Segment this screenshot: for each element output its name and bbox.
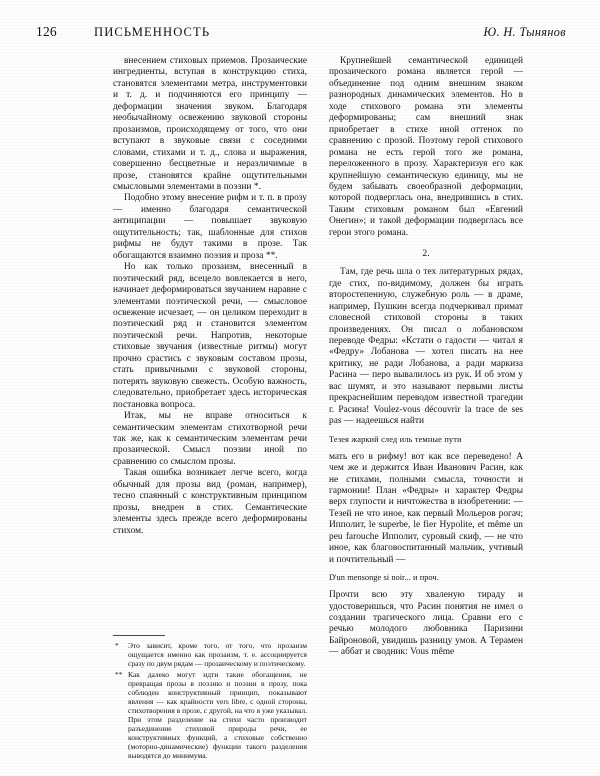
paragraph: Крупнейшей семантической единицей прозаического романа является герой — объединение под одним внешним знаком разнородных динамических элементов. Но в ходе стихового романа эти элементы деформированы; сам внешний знак приобретает в стихе иной оттенок по сравнению с прозой. Поэтому герой стихового романа не есть герой того же романа, переложенного в прозу. Характеризуя его как крупнейшую семантическую единицу, мы не будем забывать своеобразной деформации, которой подверглась она, внедрившись в стих. Таким стиховым романом был «Евгений Онегин»; и такой деформации подверглась все герои этого романа. [329, 56, 523, 238]
paragraph: Там, где речь шла о тех литературных рядах, где стих, по-видимому, должен бы играть второстепенную, служебную роль — в драме, например, Пушкин всегда подчеркивал примат словесной стиховой стороны в таких произведениях. Он писал о лобановском переводе Федры: «Кстати о гадости — читал я «Федру» Лобанова — хотел писать на нее критику, не ради Лобанова, а ради маркиза Расина — перо вывалилось из рук. И об этом у вас шумят, и это называют первыми листы прекраснейшим переводом известной трагедии г. Расина! Voulez-vous découvrir la trace de ses pas — надеешься найти [329, 267, 523, 427]
footnote-rule [113, 635, 165, 636]
page-folio: 126 [36, 24, 57, 39]
footnote-text: Это зависит, кроме того, от того, что прозаизм ощущается именно как прозаизм, т. е. ассоциируется сразу по двум рядам — прозаическому и поэтическому. [128, 640, 307, 668]
body-columns [113, 56, 523, 762]
paragraph: Но как только прозаизм, внесенный в поэтический ряд, всецело вовлекается в него, начинает деформироваться звучанием наравне с элементами поэтической речи, — смысловое освежение исчезает, — он целиком переходит в поэтический ряд и становится элементом поэтической речи. Напротив, некоторые стиховые звучания (известные ритмы) могут прочно срастись с звуковым составом прозы, стать привычными с звуковой стороны, потерять звуковую свежесть. Особую важность, следовательно, приобретает здесь историческая постановка вопроса. [113, 262, 307, 410]
footnote-block [113, 635, 307, 762]
left-column [113, 56, 307, 762]
footnote-text: Как далеко могут идти такие обогащения, не превращая прозы в поэзию и поэзии в прозу, пока соблюден конструктивный принцип, показывают явления — как крайности vers libre, с одной стороны, стихотворения в прозе, с другой, на что я уже указывал. При этом разделение на стихи часто производит разъединение стиховой природы речи, ее конструктивных функций, а стиховые собственно (моторно-динамические) функции такого разделения выводятся до минимума. [128, 669, 307, 761]
paragraph: Итак, мы не вправе относиться к семантическим элементам стихотворной речи так же, как к семантическим элементам речи прозаической. Смысл поэзии иной по сравнению со смыслом прозы. [113, 411, 307, 467]
foreign-quote: D'un mensonge si noir... и проч. [329, 573, 439, 583]
paragraph: Подобно этому внесение рифм и т. п. в прозу — именно благодаря семантической антиципации — повышает звуковую ощутительность; так, шаблонные для стихов рифмы не будут такими в прозе. Так обогащаются взаимно поэзия и проза **. [113, 193, 307, 261]
footnote-item [113, 670, 307, 761]
paragraph: Такая ошибка возникает легче всего, когда обычный для прозы вид (роман, например), тесно спаянный с конструктивным принципом прозы, внедрен в стих. Семантические элементы здесь прежде всего деформированы стихом. [113, 468, 307, 536]
section-number: 2. [422, 248, 430, 260]
paragraph: Прочти всю эту хваленую тираду и удостоверишься, что Расин понятия не имел о создании трагического лица. Сравни его с речью молодого любовника Паризини Байроновой, увидишь разницу умов. А Терамен — аббат и сводник: Vous même [329, 590, 523, 658]
verse-quote: Тезея жаркий след иль темные пути [329, 434, 462, 444]
running-head [36, 24, 566, 42]
right-column [329, 56, 523, 762]
paragraph: мать его в рифму! вот как все переведено! А чем же и держится Иван Иванович Расин, как не стихами, полными смысла, точности и гармонии! План «Федры» и характер Федры верх глупости и ничтожества в изобретении: — Тезей не что иное, как первый Мольеров рогач; Ипполит, le superbe, le fier Hypolite, et même un peu farouche Ипполит, суровый скиф, — не что иное, как благовоспитанный мальчик, учтивый и почтительный — [329, 451, 523, 565]
footnote-item [113, 641, 307, 668]
footnote-marker: * [115, 640, 119, 650]
paragraph: внесением стиховых приемов. Прозаические ингредиенты, вступая в конструкцию стиха, становятся элементами метра, инструментовки и т. д. и подчиняются его принципу — деформации значения звуком. Благодаря необычайному освежению звуковой стороны прозаизмов, происходящему от того, что они вступают в звуковые связи с соседними словами, стихами и т. д., слова и выражения, совершенно бесцветные и неразличимые в прозе, становятся крайне ощутительными смысловыми элементами в поэзии *. [113, 56, 307, 192]
footnote-marker: ** [115, 669, 123, 679]
running-title: ПИСЬМЕННОСТЬ [94, 25, 211, 39]
running-author: Ю. Н. Тынянов [483, 25, 566, 39]
